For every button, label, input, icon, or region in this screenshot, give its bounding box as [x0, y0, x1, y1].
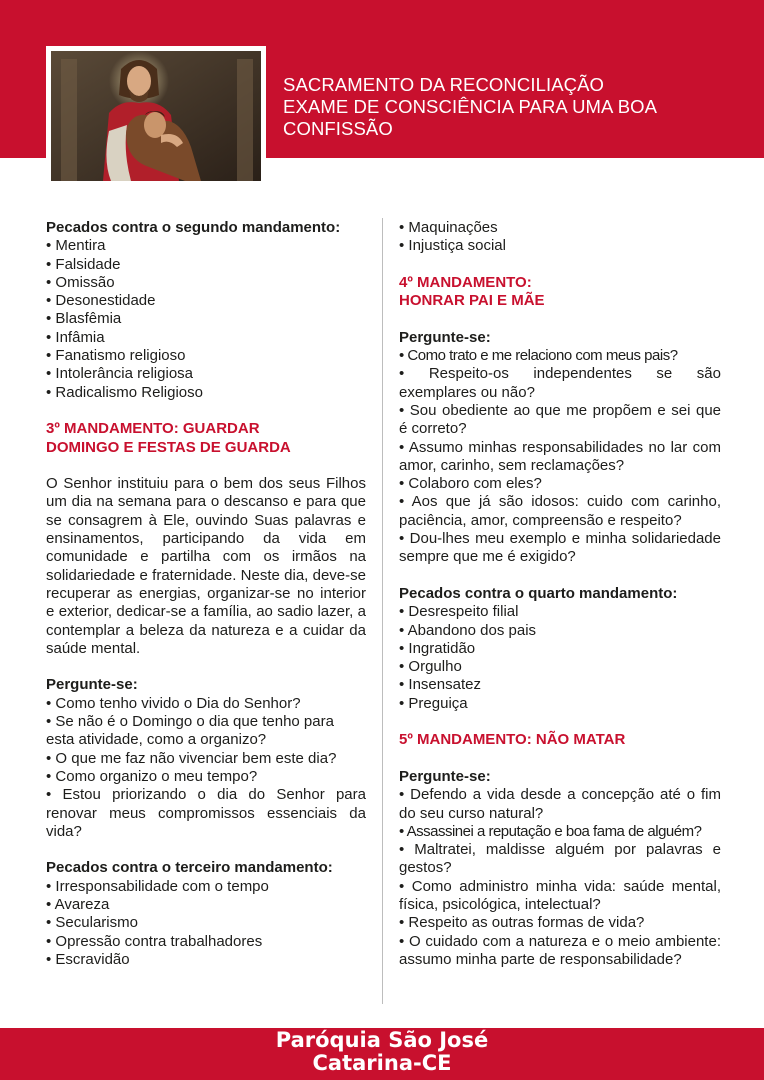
section-heading: Pecados contra o quarto mandamento: [399, 584, 678, 602]
list-item: • Avareza [46, 895, 110, 913]
question-item: • Como tenho vivido o Dia do Senhor? [46, 694, 301, 712]
list-item: • Ingratidão [399, 639, 476, 657]
question-item: • Maltratei, maldisse alguém por palavras e gestos? [399, 841, 721, 877]
list-item: • Desrespeito filial [399, 603, 519, 621]
section-heading: Pergunte-se: [46, 676, 138, 694]
list-item: • Maquinações [399, 219, 498, 236]
question-item: • Se não é o Domingo o dia que tenho para esta atividade, como a organizo? [46, 713, 334, 749]
section-heading: Pergunte-se: [399, 767, 491, 785]
page-title [283, 74, 743, 140]
list-item: • Irresponsabilidade com o tempo [46, 877, 269, 895]
right-column [399, 219, 721, 969]
list-item: • Injustiça social [399, 237, 506, 255]
list-item: • Intolerância religiosa [46, 365, 193, 383]
header-image [46, 46, 266, 186]
list-item: • Insensatez [399, 676, 481, 694]
list-item: • Omissão [46, 273, 115, 291]
list-item: • Desonestidade [46, 292, 156, 310]
list-item: • Infâmia [46, 328, 105, 346]
question-item: • Dou-lhes meu exemplo e minha solidariedade sempre que me é exigido? [399, 530, 721, 566]
list-item: • Radicalismo Religioso [46, 383, 203, 401]
question-item: • Respeito as outras formas de vida? [399, 914, 645, 932]
list-item: • Orgulho [399, 658, 462, 676]
column-divider [382, 218, 383, 1004]
title-line: EXAME DE CONSCIÊNCIA PARA UMA BOA [283, 96, 658, 117]
footer-band [0, 1028, 764, 1080]
commandment-heading: 4º MANDAMENTO: [399, 273, 532, 291]
list-item: • Falsidade [46, 255, 121, 273]
jesus-embrace-painting [51, 51, 261, 181]
commandment-heading: 5º MANDAMENTO: NÃO MATAR [399, 731, 626, 749]
question-item: • Aos que já são idosos: cuido com carinho, paciência, amor, compreensão e respeito? [399, 493, 721, 529]
question-item: • Assassinei a reputação e boa fama de alguém? [399, 822, 702, 840]
left-column [46, 219, 366, 969]
question-item: • O cuidado com a natureza e o meio ambiente: assumo minha parte de responsabilidade? [399, 932, 721, 968]
list-item: • Abandono dos pais [399, 621, 537, 639]
commandment-heading: DOMINGO E FESTAS DE GUARDA [46, 438, 291, 456]
section-heading: Pecados contra o segundo mandamento: [46, 219, 341, 236]
list-item: • Opressão contra trabalhadores [46, 932, 263, 950]
question-item: • O que me faz não vivenciar bem este dia? [46, 749, 337, 767]
question-item: • Sou obediente ao que me propõem e sei que é correto? [399, 401, 721, 438]
body-paragraph: O Senhor instituiu para o bem dos seus Filhos um dia na semana para o descanso e para que se consagrem à Ele, ouvindo Suas palavras e ensinamentos, participando da vida em comunidade e partilha com os irmãos na solidariedade e fraternidade. Neste dia, deve-se recuperar as energias, organizar-se no interior e exterior, dedicar-se a família, ao sadio lazer, a contemplar a beleza da natureza e a cuidar da saúde mental. [46, 475, 366, 657]
section-heading: Pergunte-se: [399, 328, 491, 346]
question-item: • Respeito-os independentes se são exemplares ou não? [399, 365, 721, 401]
list-item: • Escravidão [46, 950, 130, 968]
list-item: • Secularismo [46, 914, 138, 932]
list-item: • Fanatismo religioso [46, 347, 186, 365]
list-item: • Preguiça [399, 694, 468, 712]
title-line: SACRAMENTO DA RECONCILIAÇÃO [283, 74, 605, 95]
list-item: • Blasfêmia [46, 310, 122, 328]
commandment-heading: HONRAR PAI E MÃE [399, 292, 545, 310]
list-item: • Mentira [46, 237, 106, 255]
question-item: • Como administro minha vida: saúde mental, física, psicológica, intelectual? [399, 877, 721, 913]
question-item: • Colaboro com eles? [399, 475, 542, 493]
section-heading: Pecados contra o terceiro mandamento: [46, 859, 333, 877]
question-item: • Como trato e me relaciono com meus pais? [399, 347, 678, 365]
commandment-heading: 3º MANDAMENTO: GUARDAR [46, 420, 260, 438]
question-item: • Estou priorizando o dia do Senhor para renovar meus compromissos essenciais da vida? [46, 786, 366, 840]
question-item: • Defendo a vida desde a concepção até o fim do seu curso natural? [399, 786, 721, 822]
parish-name: Paróquia São José [275, 1028, 489, 1052]
parish-location: Catarina-CE [312, 1051, 452, 1075]
title-line: CONFISSÃO [283, 118, 393, 139]
question-item: • Como organizo o meu tempo? [46, 767, 258, 785]
question-item: • Assumo minhas responsabilidades no lar com amor, carinho, sem reclamações? [399, 438, 721, 474]
